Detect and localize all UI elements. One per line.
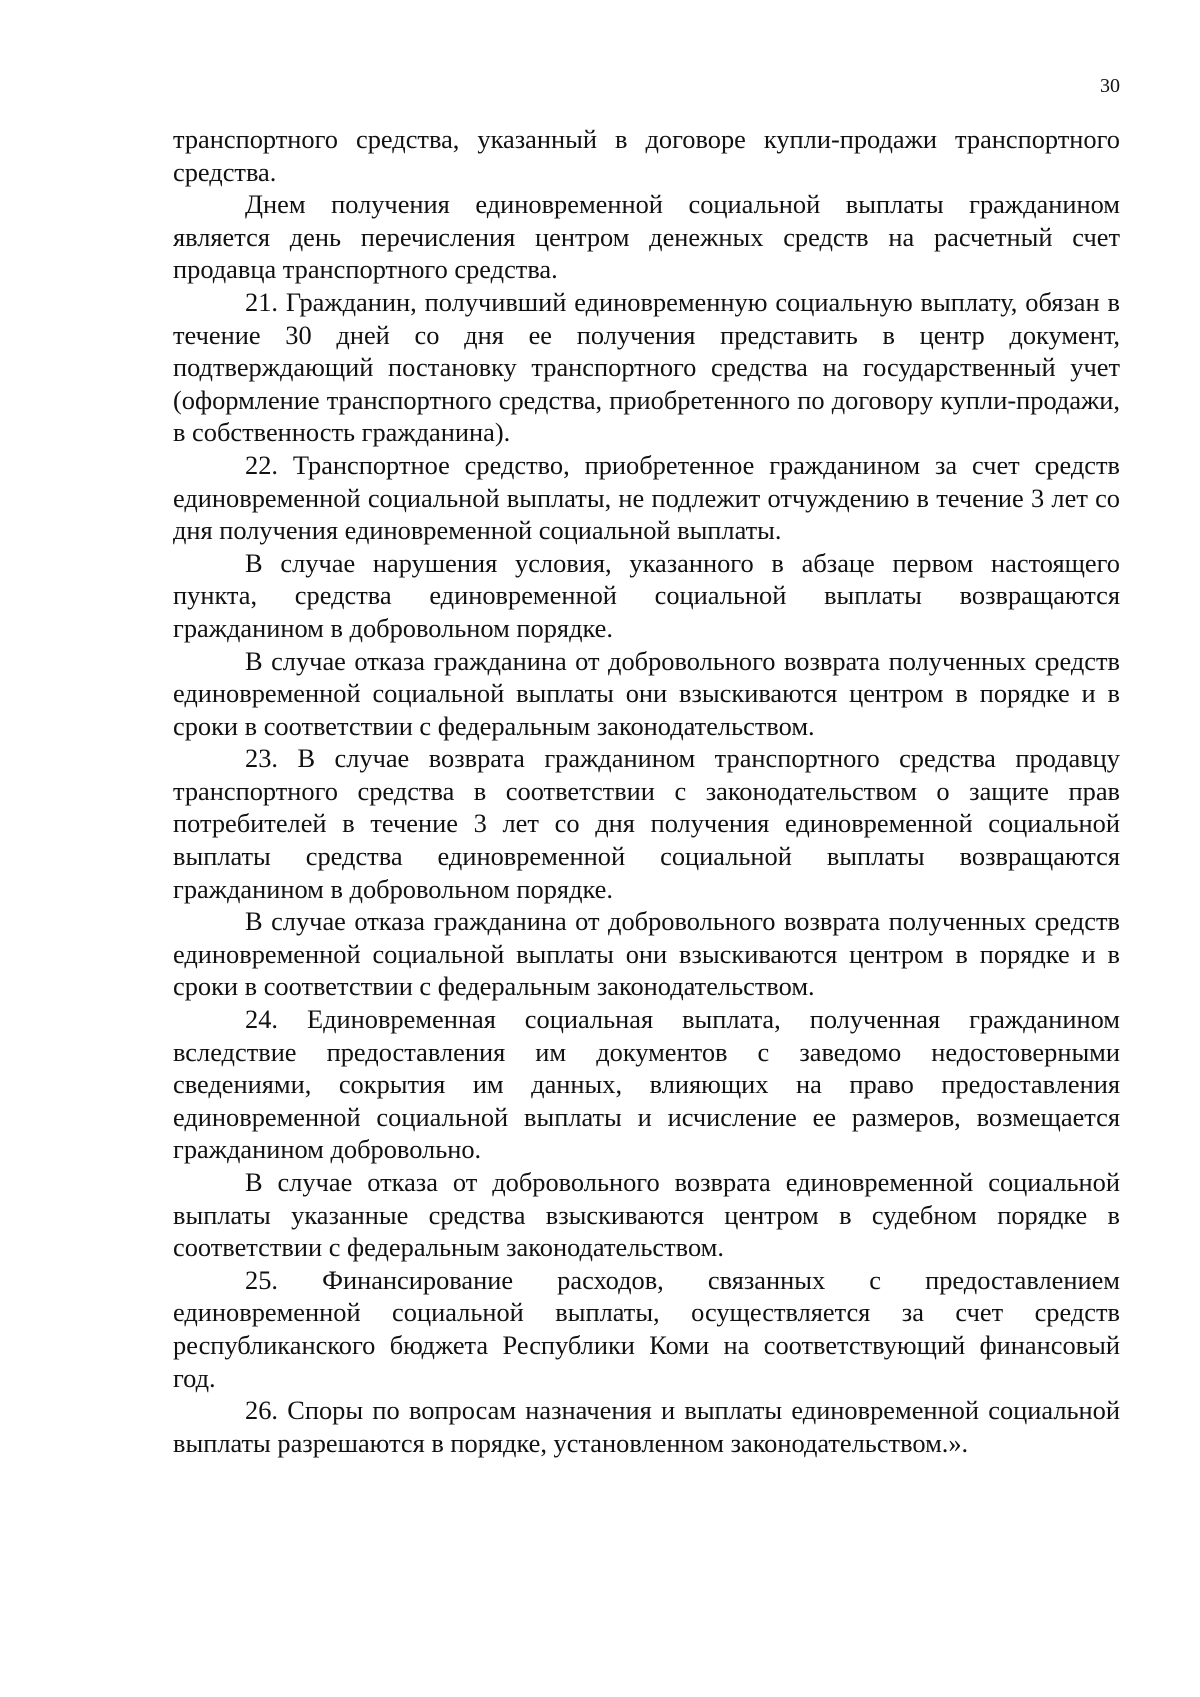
paragraph: В случае отказа гражданина от добровольного возврата полученных средств единовременной социальной выплаты они взыскиваются центром в порядке и в сроки в соответствии с федеральным законодательством. [173,906,1120,1002]
paragraph-item-21: 21. Гражданин, получивший единовременную социальную выплату, обязан в течение 30 дней со дня ее получения представить в центр документ, подтверждающий постановку транспортного средства на государственный учет (оформление транспортного средства, приобретенного по договору купли-продажи, в собственность гражданина). [173,286,1120,448]
page-number: 30 [1100,75,1120,97]
paragraph-item-22: 22. Транспортное средство, приобретенное гражданином за счет средств единовременной социальной выплаты, не подлежит отчуждению в течение 3 лет со дня получения единовременной социальной выплаты. [173,449,1120,546]
paragraph: В случае нарушения условия, указанного в абзаце первом настоящего пункта, средства единовременной социальной выплаты возвращаются гражданином в добровольном порядке. [173,547,1120,643]
paragraph: В случае отказа от добровольного возврата единовременной социальной выплаты указанные средства взыскиваются центром в судебном порядке в соответствии с федеральным законодательством. [173,1167,1120,1263]
paragraph-item-26: 26. Споры по вопросам назначения и выплаты единовременной социальной выплаты разрешаются в порядке, установленном законодательством.». [173,1395,1120,1458]
paragraph-continuation: транспортного средства, указанный в договоре купли-продажи транспортного средства. [173,124,1120,187]
paragraph-item-24: 24. Единовременная социальная выплата, полученная гражданином вследствие предоставления им документов с заведомо недостоверными сведениями, сокрытия им данных, влияющих на право предоставления единовременной социальной выплаты и исчисление ее размеров, возмещается гражданином добровольно. [173,1004,1120,1165]
paragraph-item-25: 25. Финансирование расходов, связанных с предоставлением единовременной социальной выплаты, осуществляется за счет средств республиканского бюджета Республики Коми на соответствующий финансовый год. [173,1264,1120,1393]
paragraph: В случае отказа гражданина от добровольного возврата полученных средств единовременной социальной выплаты они взыскиваются центром в порядке и в сроки в соответствии с федеральным законодательством. [173,645,1120,741]
paragraph: Днем получения единовременной социальной выплаты гражданином является день перечисления центром денежных средств на расчетный счет продавца транспортного средства. [173,189,1120,285]
document-body [173,123,1120,1459]
paragraph-item-23: 23. В случае возврата гражданином транспортного средства продавцу транспортного средства в соответствии с законодательством о защите прав потребителей в течение 3 лет со дня получения единовременной социальной выплаты средства единовременной социальной выплаты возвращаются гражданином в добровольном порядке. [173,743,1120,904]
